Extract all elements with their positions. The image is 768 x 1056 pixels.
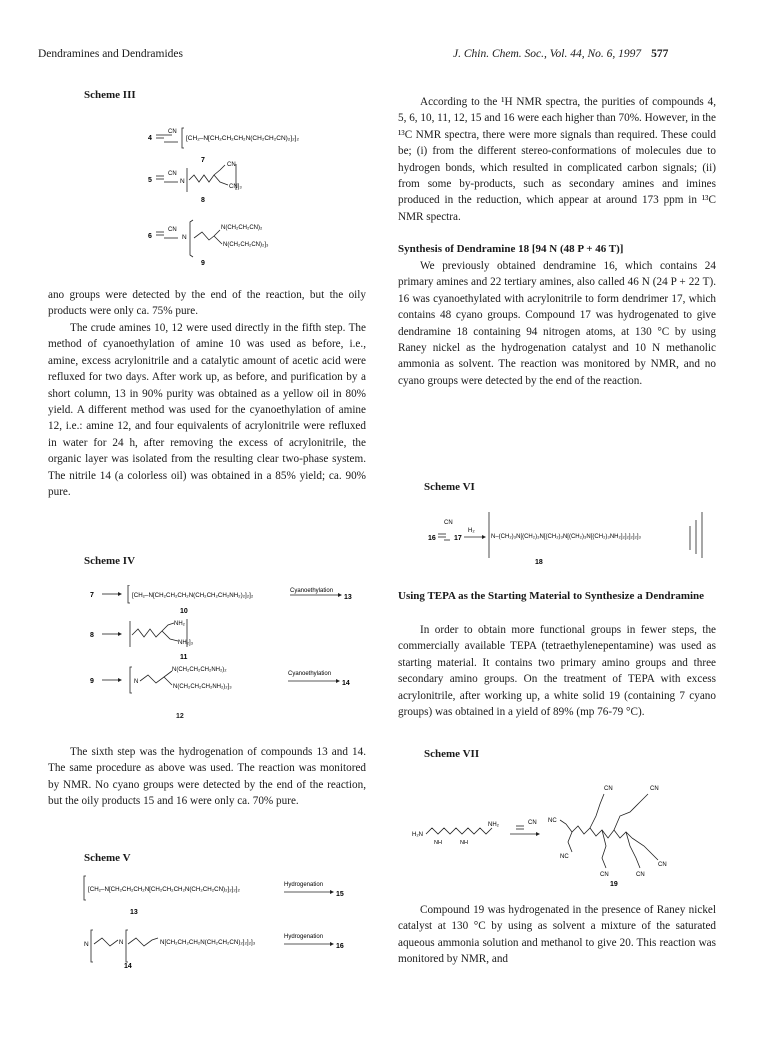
scheme6-h2: H₂ [468, 528, 475, 534]
right-paragraph-4: Compound 19 was hydrogenated in the presence of Raney nickel catalyst at 130 °C by using as solvent a mixture of the saturated aqueous ammonia solution and methanol to give 20. This reaction was monitored by NMR, and [398, 904, 716, 966]
scheme5-label-14: 14 [124, 963, 132, 970]
scheme5-target-15: 15 [336, 891, 344, 898]
scheme4-product-11: 11 [180, 654, 188, 661]
scheme3-cn-label-2: CN [168, 171, 177, 177]
scheme5-chain-14b [128, 938, 158, 946]
scheme5-target-16: 16 [336, 943, 344, 950]
scheme7-h2n: H₂N [412, 832, 423, 838]
scheme5-formula-13: [CH₂–N[CH₂CH₂CH₂N[CH₂CH₂CH₂N(CH₂CH₂CN)₂]₂]₂]₂ [88, 886, 240, 893]
scheme6-compound-17: 17 [454, 535, 462, 542]
page-number: 577 [651, 48, 669, 60]
scheme3-reactant-4: 4 [148, 135, 152, 142]
scheme6-cn: CN [444, 520, 453, 526]
scheme7-nc-bottom: NC [560, 854, 569, 860]
scheme3-reactant-5: 5 [148, 177, 152, 184]
right-paragraph-3: In order to obtain more functional groups in fewer steps, the commercially available TEPA (tetraethylenepentamine) was used as starting material. It contains two primary amino groups and three secondary amino groups. On the treatment of TEPA with excess acrylonitrile, after working up, a white solid 19 (containing 7 cyano groups) was obtained in a yield of 89% (mp 76-79 °C). [398, 624, 716, 719]
scheme7-tepa-chain [426, 828, 492, 834]
scheme5-formula-14: N[CH₂CH₂CH₂N(CH₂CH₂CN)₂]₂]₂]₃ [160, 939, 256, 946]
scheme4-arm-top-9: N(CH₂CH₂CH₂NH₂)₂ [172, 667, 227, 673]
scheme7-cn-bottom-1: CN [600, 872, 609, 878]
section-heading-dendramine-18: Synthesis of Dendramine 18 [94 N (48 P + 46 T)] [398, 243, 624, 255]
scheme5-chain-14a [94, 938, 118, 946]
scheme6-compound-16: 16 [428, 535, 436, 542]
scheme3-cn-bot-5: CN]₃ [229, 184, 242, 190]
scheme3-cn-label-1: CN [168, 129, 177, 135]
scheme7-cn-reagent: CN [528, 820, 537, 826]
scheme7-nh-1: NH [434, 840, 442, 846]
scheme6-formula-18: N–(CH₂)₃N[(CH₂)₃N[(CH₂)₃N[(CH₂)₃N[(CH₂)₃NH₂]₂]₂]₂]₂]₃ [491, 534, 641, 540]
scheme-iv-figure [60, 585, 380, 695]
scheme3-product-9: 9 [201, 260, 205, 267]
scheme4-chain-12 [140, 671, 172, 683]
scheme4-formula-10: [CH₂–N[CH₂CH₂CH₂N(CH₂CH₂CH₂NH₂)₂]₂]₂ [132, 592, 254, 599]
scheme5-reagent-13: Hydrogenation [284, 882, 324, 888]
scheme7-cn-right: CN [658, 862, 667, 868]
right-paragraph-2: We previously obtained dendramine 16, which contains 24 primary amines and 22 tertiary amines, also called 46 N (24 P + 22 T). 16 was cyanoethylated with acrylonitrile to form dendrimer 17, which contains 48 cyano groups. Compound 17 was hydrogenated to give dendramine 18 containing 94 nitrogen atoms, at 130 °C by using Raney nickel as the hydrogenation catalyst and 10 N methanolic ammonia as solvent. The reaction was monitored by NMR, and no cyano groups were detected by the end of the reaction. [398, 260, 716, 387]
scheme-vii-title: Scheme VII [424, 748, 480, 760]
scheme3-cn-top-5: CN [227, 162, 236, 168]
scheme3-formula-7: [CH₂–N[CH₂CH₂CH₂N(CH₂CH₂CN)₂]₂]₂ [186, 135, 299, 142]
scheme4-reactant-7: 7 [90, 592, 94, 599]
scheme3-n-label-5: N [180, 178, 185, 185]
scheme7-nh-2: NH [460, 840, 468, 846]
scheme7-cn-top-1: CN [604, 786, 613, 792]
right-paragraph-1: According to the ¹H NMR spectra, the purities of compounds 4, 5, 6, 10, 11, 12, 15 and 16 were each higher than 70%. However, in the ¹³C NMR spectra, there were more signals than required. These could be; (i) from the different stereo-conformations of molecules due to hydrogen bonds, which resulted in complicated carbon signals; (ii) from some by-products, such as secondary amines and imines produced in the reduction, which appear at around 173 ppm in ¹³C NMR spectra. [398, 96, 716, 223]
scheme3-reactant-6: 6 [148, 233, 152, 240]
scheme-iii-figure [110, 120, 410, 270]
scheme3-product-8: 8 [201, 197, 205, 204]
scheme4-nh2-top: NH₂ [174, 621, 185, 627]
scheme-iii-title: Scheme III [84, 89, 136, 101]
scheme7-cn-top-2: CN [650, 786, 659, 792]
running-header-right [453, 48, 668, 60]
running-header-left: Dendramines and Dendramides [38, 48, 183, 60]
section-heading-tepa: Using TEPA as the Starting Material to Synthesize a Dendramine [398, 590, 705, 602]
left-paragraph-3: The sixth step was the hydrogenation of compounds 13 and 14. The same procedure as above was used. The reaction was monitored by NMR. No cyano groups were detected by the end of the reaction, but the oily products 15 and 16 were only ca. 70% pure. [48, 746, 366, 808]
scheme3-arm-top-6: N(CH₂CH₂CN)₂ [221, 225, 263, 231]
scheme3-cn-label-3: CN [168, 227, 177, 233]
scheme4-product-10: 10 [180, 608, 188, 615]
scheme3-product-7: 7 [201, 157, 205, 164]
scheme-vi-title: Scheme VI [424, 481, 475, 493]
scheme-iv-title: Scheme IV [84, 555, 136, 567]
scheme4-product-12: 12 [176, 713, 184, 720]
scheme4-n-label-9: N [134, 679, 139, 685]
scheme7-compound-19: 19 [610, 881, 618, 888]
scheme4-reagent-7: Cyanoethylation [290, 588, 334, 594]
scheme4-arm-bot-9: N(CH₂CH₂CH₂NH₂)₂]₃ [173, 684, 232, 690]
scheme4-reagent-9: Cyanoethylation [288, 671, 332, 677]
scheme4-target-13: 13 [344, 594, 352, 601]
scheme4-chain-11 [132, 623, 174, 637]
scheme4-reactant-8: 8 [90, 632, 94, 639]
scheme4-reactant-9: 9 [90, 678, 94, 685]
scheme3-chain-5 [189, 165, 225, 182]
scheme-v-title: Scheme V [84, 852, 131, 864]
scheme6-compound-18: 18 [535, 559, 543, 566]
scheme4-target-14: 14 [342, 680, 350, 687]
scheme7-cn-bottom-2: CN [636, 872, 645, 878]
left-paragraph-1: ano groups were detected by the end of the reaction, but the oily products were only ca. 75% pure. [48, 289, 366, 318]
scheme-vii-figure [400, 772, 720, 892]
scheme7-nh2: NH₂ [488, 822, 499, 828]
scheme3-arm-bot-6: N(CH₂CH₂CN)₂]₃ [223, 242, 269, 248]
scheme5-n-14b: N [119, 940, 124, 946]
scheme5-n-14: N [84, 941, 89, 948]
scheme5-reagent-14: Hydrogenation [284, 934, 324, 940]
scheme-v-figure [60, 874, 380, 974]
scheme5-label-13: 13 [130, 909, 138, 916]
journal-citation: J. Chin. Chem. Soc., Vol. 44, No. 6, 1997 [453, 48, 642, 60]
scheme7-nc-left: NC [548, 818, 557, 824]
scheme4-nh2-bot: NH₂]₃ [178, 640, 194, 646]
scheme-vi-figure [400, 506, 720, 566]
scheme3-n-label-6: N [182, 234, 187, 241]
left-paragraph-2: The crude amines 10, 12 were used directly in the fifth step. The method of cyanoethylation of amine 10 was used as before, i.e., amine, excess acrylonitrile and a catalytic amount of acetic acid were refluxed for two days. After work up, as before, and purification by a short column, 13 in 90% purity was obtained as a yellow oil in 80% yield. A different method was used for the cyanoethylation of amine 12, i.e.: amine 12, and four equivalents of acrylonitrile were refluxed in water for 24 h, after removing the excess of acrylonitrile, the organic layer was isolated from the resulting clear two-phase system. The nitrile 14 (a colorless oil) was obtained in a 85% yield; ca. 90% pure. [48, 322, 366, 499]
